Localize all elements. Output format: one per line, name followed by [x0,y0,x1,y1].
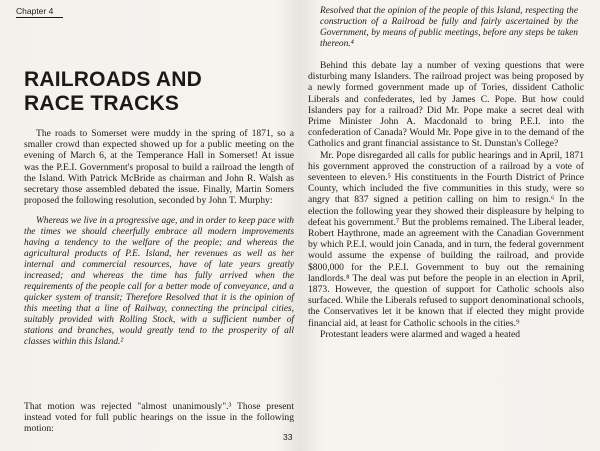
chapter-title-line-2: RACE TRACKS [24,92,180,115]
right-body-text [308,60,584,340]
chapter-label: Chapter 4 [16,6,63,18]
after-quote-block [24,401,294,435]
resolution-quote: Whereas we live in a progressive age, and in order to keep pace with the times we should cheerfully embrace all modern improvements having a tendency to the welfare of the people; and whereas the agricultural products of P.E. Island, her revenues as well as her internal and commercial resources, have of late years greatly increased; and whereas the time has fully arrived when the requirements of the people call for a better mode of conveyance, and a quicker system of transit; Therefore Resolved that it is the opinion of this meeting that a line of Railway, connecting the principal cities, suitably provided with Rolling Stock, with a sufficient number of stations and branches, would greatly tend to the prosperity of all classes within this Island.² [24,216,294,347]
body-paragraph-3: Protestant leaders were alarmed and waged a heated [320,328,521,340]
after-quote-paragraph: That motion was rejected "almost unanimously".³ Those present instead voted for full public hearings on the issue in the following motion: [24,401,294,435]
chapter-title-line-1: RAILROADS AND [24,68,202,91]
chapter-title [24,68,202,116]
body-paragraph-1: Behind this debate lay a number of vexing questions that were disturbing many Islanders. The railroad project was being proposed by a newly formed government made up of Tories, dissident Catholic Liberals and confederates, led by James C. Pope. But how could Islanders pay for a railroad? Did Mr. Pope make a secret deal with Prime Minister John A. Macdonald to bring P.E.I. into the confederation of Canada? Would Mr. Pope give in to the demand of the Catholics and grant financial assistance to St. Dunstan's College? [308,60,584,150]
resolution-quote-block [24,216,294,348]
intro-paragraph: The roads to Somerset were muddy in the spring of 1871, so a smaller crowd than expected showed up for a public meeting on the evening of March 6, at the Temperance Hall in Somerset! At issue was the P.E.I. Government's proposal to build a railroad the length of the Island. With Patrick McBride as chairman and John R. Walsh as secretary those assembled debated the issue. Finally, Martin Somers proposed the following resolution, seconded by John T. Murphy: [24,128,294,207]
right-page [304,6,586,446]
body-paragraph-2: Mr. Pope disregarded all calls for public hearings and in April, 1871 his government approved the construction of a railroad by a vote of seventeen to eleven.⁵ His constituents in the Fourth District of Prince County, which included the five communities in this study, were so angry that 837 signed a petition calling on him to resign.⁶ In the election the following year they showed their displeasure by helping to defeat his government.⁷ But the problems remained. The Liberal leader, Robert Haythrone, made an agreement with the Canadian Government by which P.E.I. would join Canada, and in turn, the federal government would assume the expense of building the railroad, and provide $800,000 for the P.E.I. Government to buy out the remaining landlords.⁸ The deal was put before the people in an election in April, 1873. However, the question of support for Catholic schools also surfaced. While the Liberals refused to support denominational schools, the Conservatives let it be known that if elected they might provide financial aid, at least for Catholic schools in the cities.⁹ [308,149,584,329]
hearings-quote: Resolved that the opinion of the people of this Island, respecting the construction of a Railroad be fully and fairly ascertained by the Government, by means of public meetings, before any steps be taken thereon.⁴ [320,6,578,49]
page-number: 33 [283,432,293,442]
intro-paragraph-block [24,128,294,206]
left-page [16,6,298,446]
